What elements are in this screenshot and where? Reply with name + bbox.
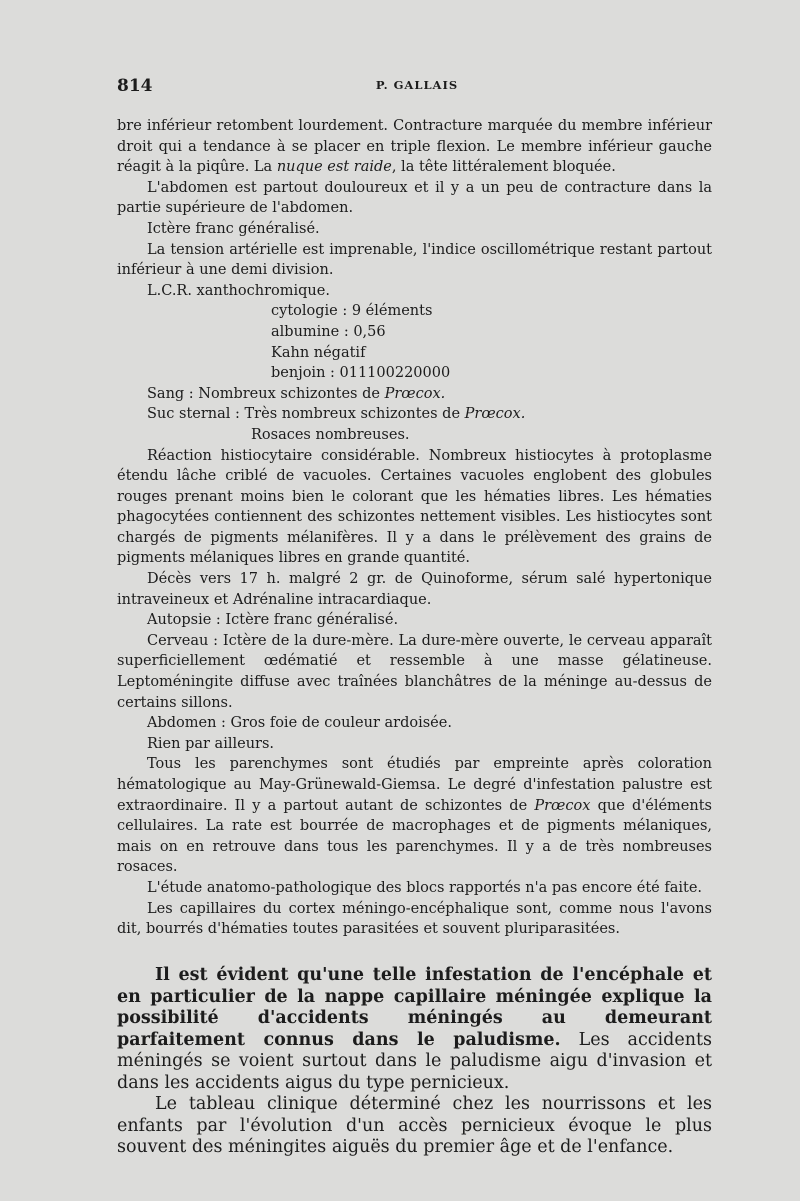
paragraph: L.C.R. xanthochromique. [147,282,330,299]
paragraph: Réaction histiocytaire considérable. Nombreux histiocytes à protoplasme étendu lâche criblé de vacuoles. Certaines vacuoles englobent des globules rouges prenant moins bien le colorant que les hématies libres. Les hématies phagocytées contiennent des schizontes nettement visibles. Les histiocytes sont chargés de pigments mélanifères. Il y a dans le prélèvement des grains de pigments mélaniques libres en grande quantité. [117,447,712,567]
body-text [117,116,712,940]
paragraph: Il est évident qu'une telle infestation de l'encéphale et en particulier de la nappe capillaire méningée explique la possibilité d'accidents méningés au demeurant parfaitement connus dans le paludisme. Les accidents méningés se voient surtout dans le paludisme aigu d'invasion et dans les accidents aigus du type pernicieux. [117,965,712,1093]
lcr-line: cytologie : 9 éléments [271,303,433,320]
paragraph: Les capillaires du cortex méningo-encéphalique sont, comme nous l'avons dit, bourrés d'hématies toutes parasitées et souvent pluriparasitées. [117,900,712,938]
conclusion [117,965,712,1159]
paragraph: L'étude anatomo-pathologique des blocs rapportés n'a pas encore été faite. [147,879,703,896]
lcr-line: benjoin : 011100220000 [271,365,451,382]
paragraph: Ictère franc généralisé. [147,220,320,237]
paragraph: Autopsie : Ictère franc généralisé. [147,612,399,629]
paragraph: Cerveau : Ictère de la dure-mère. La dure-mère ouverte, le cerveau apparaît superficiellement œdématié et ressemble à une masse gélatineuse. Leptoméningite diffuse avec traînées blanchâtres de la méninge au-dessus de certains sillons. [117,632,712,711]
running-title: P. GALLAIS [375,78,459,92]
paragraph: L'abdomen est partout douloureux et il y a un peu de contracture dans la partie supérieure de l'abdomen. [117,179,712,217]
paragraph: Rosaces nombreuses. [251,426,410,443]
lcr-line: Kahn négatif [271,344,366,361]
paragraph: Abdomen : Gros foie de couleur ardoisée. [147,715,452,732]
paragraph: bre inférieur retombent lourdement. Contracture marquée du membre inférieur droit qui a tendance à se placer en triple flexion. Le membre inférieur gauche réagit à la piqûre. La nuque est raide, la tête littéralement bloquée. [117,118,712,176]
lcr-line: albumine : 0,56 [271,323,386,340]
paragraph: Rien par ailleurs. [147,735,275,752]
paragraph: Sang : Nombreux schizontes de Prœcox. [147,385,446,402]
paragraph: La tension artérielle est imprenable, l'indice oscillométrique restant partout inférieur à une demi division. [117,241,712,279]
page-number: 814 [117,76,153,96]
paragraph: Tous les parenchymes sont étudiés par empreinte après coloration hématologique au May-Grünewald-Giemsa. Le degré d'infestation palustre est extraordinaire. Il y a partout autant de schizontes de Prœcox que d'éléments cellulaires. La rate est bourrée de macrophages et de pigments mélaniques, mais on en retrouve dans tous les parenchymes. Il y a de très nombreuses rosaces. [117,756,712,876]
page-header [117,76,717,98]
paragraph: Le tableau clinique déterminé chez les nourrissons et les enfants par l'évolution d'un accès pernicieux évoque le plus souvent des méningites aiguës du premier âge et de l'enfance. [117,1094,712,1157]
paragraph: Décès vers 17 h. malgré 2 gr. de Quinoforme, sérum salé hypertonique intraveineux et Adrénaline intracardiaque. [117,571,712,608]
paragraph: Suc sternal : Très nombreux schizontes de Prœcox. [147,406,526,423]
